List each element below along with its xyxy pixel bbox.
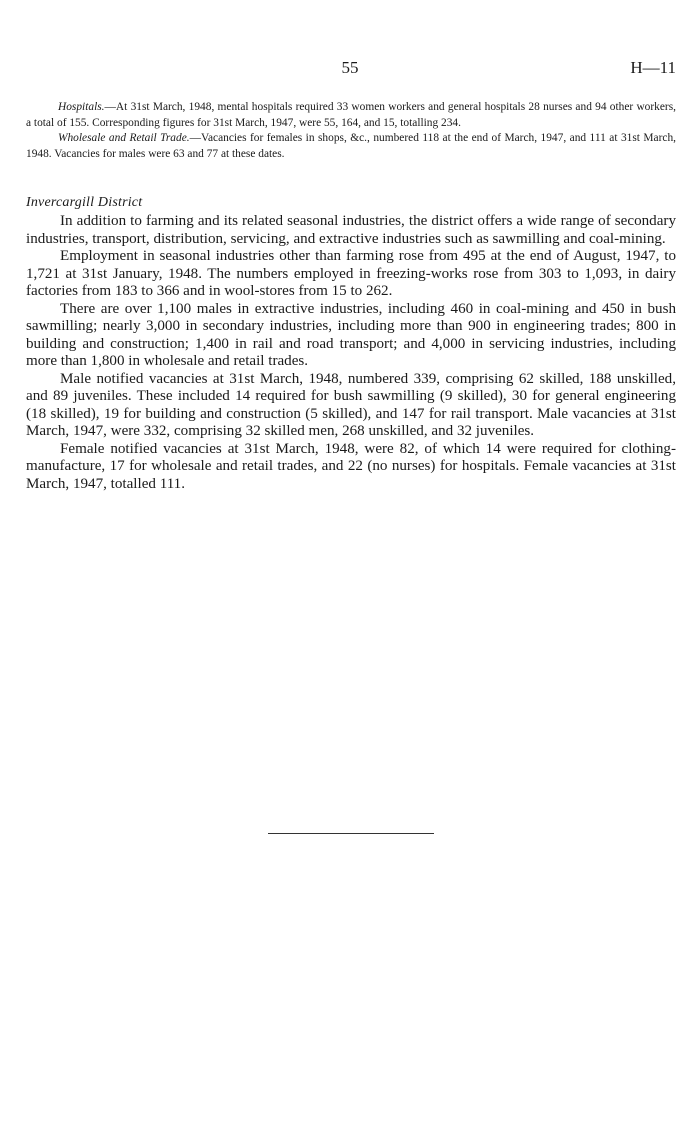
- district-paragraph: Employment in seasonal industries other than farming rose from 495 at the end of August, 1947, to 1,721 at 31st January, 1948. The numbers employed in freezing-works rose from 303 to 1,093, in dairy factories from 183 to 366 and in wool-stores from 15 to 262.: [26, 248, 676, 299]
- wholesale-retail-heading: Wholesale and Retail Trade.: [58, 132, 190, 144]
- district-paragraph: Male notified vacancies at 31st March, 1948, numbered 339, comprising 62 skilled, 188 unskilled, and 89 juveniles. These included 14 required for bush sawmilling (9 skilled), 30 for general engineering (18 skilled), 19 for building and construction (5 skilled), and 147 for rail transport. Male vacancies at 31st March, 1947, were 332, comprising 32 skilled men, 268 unskilled, and 32 juveniles.: [26, 370, 676, 439]
- hospitals-heading: Hospitals.: [58, 101, 105, 113]
- district-paragraph: In addition to farming and its related seasonal industries, the district offers a wide range of secondary industries, transport, distribution, servicing, and extractive industries such as sawmilling and coal-mining.: [26, 213, 676, 247]
- small-print-section: [26, 100, 676, 162]
- district-heading: Invercargill District: [26, 195, 143, 210]
- hospitals-text: —At 31st March, 1948, mental hospitals required 33 women workers and general hospitals 28 nurses and 94 other workers, a total of 155. Corresponding figures for 31st March, 1947, were 55, 164, and 15, totalling 234.: [26, 101, 676, 129]
- document-reference: H—11: [630, 58, 676, 77]
- hospitals-paragraph: [26, 100, 676, 131]
- wholesale-retail-text: —Vacancies for females in shops, &c., numbered 118 at the end of March, 1947, and 111 at 31st March, 1948. Vacancies for males were 63 and 77 at these dates.: [26, 132, 677, 160]
- wholesale-retail-paragraph: [26, 131, 676, 162]
- district-body: [26, 213, 676, 493]
- end-rule: [268, 833, 434, 834]
- district-paragraph: There are over 1,100 males in extractive industries, including 460 in coal-mining and 450 in bush sawmilling; nearly 3,000 in secondary industries, including more than 900 in engineering trades; 800 in building and construction; 1,400 in rail and road transport; and 4,000 in servicing industries, including more than 1,800 in wholesale and retail trades.: [26, 300, 676, 369]
- page-number: 55: [341, 58, 359, 77]
- district-paragraph: Female notified vacancies at 31st March, 1948, were 82, of which 14 were required for clothing-manufacture, 17 for wholesale and retail trades, and 22 (no nurses) for hospitals. Female vacancies at 31st March, 1947, totalled 111.: [26, 440, 676, 492]
